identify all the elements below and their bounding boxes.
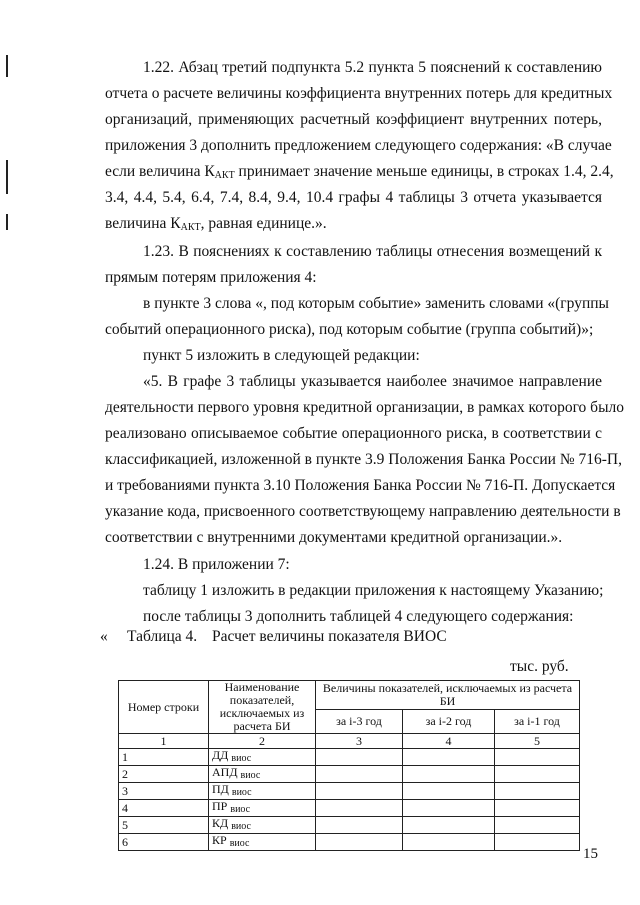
paragraph-line: и требованиями пункта 3.10 Положения Банка России № 716-П. Допускается xyxy=(105,477,616,494)
column-number: 5 xyxy=(495,734,580,749)
indicator-subscript: виос xyxy=(231,753,252,764)
indicator-name xyxy=(209,766,316,783)
paragraph-line: в пункте 3 слова «, под которым событие» заменить словами «(группы xyxy=(143,295,609,312)
column-number: 3 xyxy=(316,734,403,749)
header-row-number: Номер строки xyxy=(119,681,209,734)
paragraph-line: прямым потерям приложения 4: xyxy=(105,269,317,286)
value-cell xyxy=(495,834,580,851)
paragraph-line: «5. В графе 3 таблицы указывается наиболее значимое направление xyxy=(143,373,602,390)
paragraph-line: организаций, применяющих расчетный коэффициент внутренних потерь, xyxy=(105,111,602,128)
table-row xyxy=(119,800,580,817)
row-number: 5 xyxy=(119,817,209,834)
value-cell xyxy=(316,800,403,817)
text-fragment: величина К xyxy=(105,215,181,232)
table-row xyxy=(119,783,580,800)
indicator-subscript: виос xyxy=(231,787,252,798)
value-cell xyxy=(495,766,580,783)
column-number: 4 xyxy=(403,734,495,749)
margin-mark xyxy=(6,214,8,230)
margin-mark xyxy=(6,160,8,194)
paragraph-line: таблицу 1 изложить в редакции приложения к настоящему Указанию; xyxy=(143,582,604,599)
text-fragment: если величина К xyxy=(105,163,215,180)
subscript: АКТ xyxy=(180,222,201,233)
value-cell xyxy=(495,800,580,817)
value-cell xyxy=(403,834,495,851)
subscript: АКТ xyxy=(214,170,235,181)
paragraph-line: приложения 3 дополнить предложением следующего содержания: «В случае xyxy=(105,137,612,154)
indicator-name xyxy=(209,783,316,800)
paragraph-line: 1.22. Абзац третий подпункта 5.2 пункта 5 пояснений к составлению xyxy=(143,59,602,76)
header-values: Величины показателей, исключаемых из расчета БИ xyxy=(316,681,580,710)
indicator-code: КД xyxy=(212,816,229,830)
value-cell xyxy=(316,783,403,800)
indicator-name xyxy=(209,817,316,834)
indicator-name xyxy=(209,749,316,766)
value-cell xyxy=(403,749,495,766)
paragraph-line: 1.23. В пояснениях к составлению таблицы отнесения возмещений к xyxy=(143,243,602,260)
table-caption-label: Таблица 4. xyxy=(127,628,198,645)
header-indicator-name: Наименование показателей, исключаемых из расчета БИ xyxy=(209,681,316,734)
paragraph-line xyxy=(105,161,614,187)
paragraph-line: указание кода, присвоенного соответствующему направлению деятельности в xyxy=(105,503,621,520)
row-number: 6 xyxy=(119,834,209,851)
paragraph-line: событий операционного риска), под которым событие (группа событий)»; xyxy=(105,321,594,338)
value-cell xyxy=(495,817,580,834)
header-year-i3: за i-3 год xyxy=(316,709,403,733)
value-cell xyxy=(316,749,403,766)
column-number: 2 xyxy=(209,734,316,749)
indicator-code: АПД xyxy=(212,765,238,779)
indicator-table xyxy=(118,680,580,851)
paragraph-line: деятельности первого уровня кредитной организации, в рамках которого было xyxy=(105,399,624,416)
paragraph-line: отчета о расчете величины коэффициента внутренних потерь для кредитных xyxy=(105,85,613,102)
header-year-i1: за i-1 год xyxy=(495,709,580,733)
paragraph-line: классификацией, изложенной в пункте 3.9 Положения Банка России № 716-П, xyxy=(105,451,622,468)
paragraph-line: соответствии с внутренними документами кредитной организации.». xyxy=(105,529,563,546)
value-cell xyxy=(403,800,495,817)
indicator-code: ПД xyxy=(212,782,229,796)
paragraph-line: после таблицы 3 дополнить таблицей 4 следующего содержания: xyxy=(143,608,574,625)
text-fragment: , равная единице.». xyxy=(200,215,327,232)
value-cell xyxy=(495,749,580,766)
paragraph-line: пункт 5 изложить в следующей редакции: xyxy=(143,347,420,364)
indicator-code: ДД xyxy=(212,748,229,762)
value-cell xyxy=(403,783,495,800)
indicator-code: ПР xyxy=(212,799,228,813)
table-row xyxy=(119,817,580,834)
paragraph-line: 3.4, 4.4, 5.4, 6.4, 7.4, 8.4, 9.4, 10.4 графы 4 таблицы 3 отчета указывается xyxy=(105,189,602,206)
value-cell xyxy=(403,817,495,834)
row-number: 4 xyxy=(119,800,209,817)
caption-quote: « xyxy=(100,628,108,645)
indicator-subscript: виос xyxy=(229,838,250,849)
paragraph-line: 1.24. В приложении 7: xyxy=(143,556,290,573)
header-year-i2: за i-2 год xyxy=(403,709,495,733)
paragraph-line: реализовано описываемое событие операционного риска, в соответствии с xyxy=(105,425,602,442)
row-number: 2 xyxy=(119,766,209,783)
value-cell xyxy=(316,766,403,783)
row-number: 1 xyxy=(119,749,209,766)
indicator-subscript: виос xyxy=(230,804,251,815)
value-cell xyxy=(495,783,580,800)
table-caption-title: Расчет величины показателя ВИОС xyxy=(212,628,447,645)
units-label: тыс. руб. xyxy=(510,658,569,675)
table-row xyxy=(119,749,580,766)
indicator-name xyxy=(209,800,316,817)
indicator-subscript: виос xyxy=(231,821,251,832)
value-cell xyxy=(403,766,495,783)
page-number: 15 xyxy=(583,846,598,862)
table-row xyxy=(119,834,580,851)
text-fragment: принимает значение меньше единицы, в строках 1.4, 2.4, xyxy=(234,163,614,180)
indicator-name xyxy=(209,834,316,851)
indicator-subscript: виос xyxy=(240,770,261,781)
margin-mark xyxy=(6,55,8,77)
table-row xyxy=(119,766,580,783)
paragraph-line xyxy=(105,213,602,239)
value-cell xyxy=(316,834,403,851)
value-cell xyxy=(316,817,403,834)
row-number: 3 xyxy=(119,783,209,800)
indicator-code: КР xyxy=(212,833,227,847)
column-number: 1 xyxy=(119,734,209,749)
